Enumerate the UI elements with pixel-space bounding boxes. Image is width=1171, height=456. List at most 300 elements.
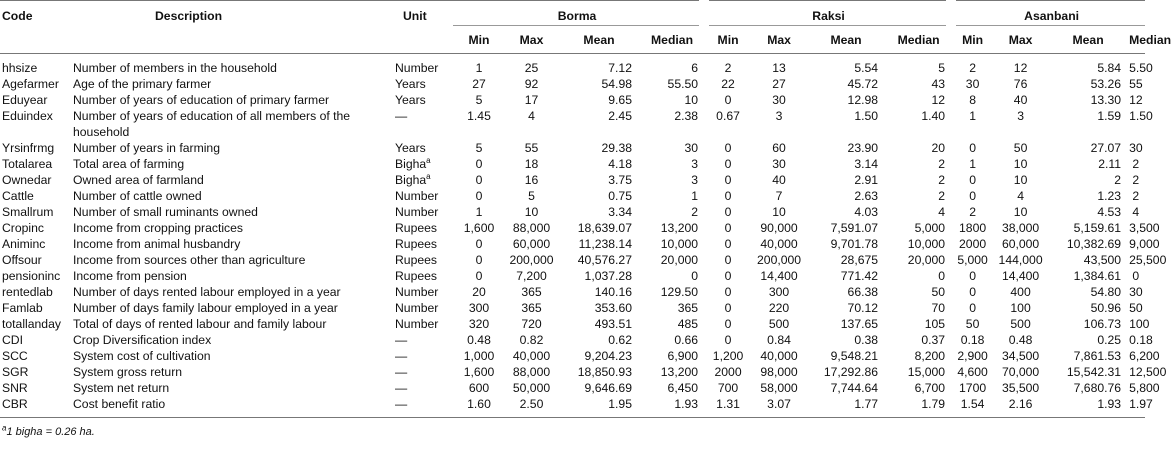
cell-borma-min: 0	[475, 173, 483, 187]
cell-unit-text: Bigha	[395, 157, 427, 171]
header-description: Description	[155, 9, 223, 23]
cell-borma-min: 0	[475, 269, 483, 283]
cell-borma-mean: 7.12	[608, 61, 632, 75]
cell-raksi-min: 0	[724, 301, 732, 315]
cell-raksi-mean: 137.65	[840, 317, 879, 331]
cell-raksi-mean: 2.63	[854, 189, 879, 203]
cell-borma-mean: 1,037.28	[584, 269, 632, 283]
cell-asanbani-max: 40	[1013, 93, 1028, 107]
cell-raksi-min: 0	[724, 173, 732, 187]
cell-asanbani-min: 1	[969, 157, 976, 171]
cell-raksi-mean: 7,591.07	[830, 221, 879, 235]
cell-code: SGR	[2, 365, 29, 379]
cell-unit-text: Years	[395, 141, 426, 155]
cell-raksi-min: 1.31	[716, 397, 740, 411]
cell-raksi-mean: 66.38	[847, 285, 879, 299]
cell-raksi-median: 20	[931, 141, 946, 155]
cell-borma-median: 3	[691, 157, 699, 171]
cell-asanbani-mean: 7,861.53	[1073, 349, 1122, 363]
cell-description: System net return	[73, 381, 170, 395]
table-row	[0, 204, 1145, 220]
cell-description: System gross return	[73, 365, 183, 379]
cell-code: Ownedar	[2, 173, 52, 187]
cell-description: Income from pension	[73, 269, 187, 283]
cell-borma-mean: 493.51	[594, 317, 632, 331]
cell-borma-median: 0.66	[674, 333, 699, 347]
cell-asanbani-mean: 1.93	[1097, 397, 1122, 411]
cell-raksi-median: 0	[938, 269, 946, 283]
cell-raksi-min: 0	[724, 93, 732, 107]
cell-code: CDI	[2, 333, 23, 347]
cell-unit-text: Number	[395, 285, 439, 299]
cell-code: Eduindex	[2, 109, 53, 123]
cell-asanbani-min: 1700	[959, 381, 987, 395]
cell-borma-median: 3	[691, 173, 699, 187]
cell-raksi-max: 98,000	[760, 365, 798, 379]
cell-unit	[393, 268, 453, 284]
cell-asanbani-mean: 53.26	[1090, 77, 1122, 91]
cell-description: Number of cattle owned	[73, 189, 202, 203]
cell-borma-mean: 18,639.07	[577, 221, 632, 235]
cell-unit	[393, 316, 453, 332]
cell-borma-mean: 1.95	[608, 397, 632, 411]
cell-borma-mean: 9.65	[608, 93, 632, 107]
cell-borma-min: 5	[475, 93, 483, 107]
cell-borma-max: 60,000	[512, 237, 551, 251]
header-code: Code	[2, 9, 33, 23]
cell-asanbani-mean: 43,500	[1083, 253, 1122, 267]
cell-asanbani-mean: 15,542.31	[1066, 365, 1122, 379]
cell-asanbani-max: 14,400	[1001, 269, 1040, 283]
cell-raksi-mean: 70.12	[847, 301, 879, 315]
cell-raksi-median: 0.37	[921, 333, 946, 347]
cell-unit-text: Number	[395, 205, 439, 219]
cell-raksi-mean: 2.91	[854, 173, 879, 187]
cell-unit	[393, 188, 453, 204]
cell-borma-max: 4	[528, 109, 535, 123]
cell-borma-median: 365	[677, 301, 699, 315]
cell-borma-mean: 140.16	[594, 285, 632, 299]
table-row	[0, 108, 1145, 140]
table-row	[0, 380, 1145, 396]
cell-asanbani-max: 34,500	[1001, 349, 1040, 363]
cell-asanbani-max: 10	[1013, 173, 1028, 187]
cell-borma-max: 365	[521, 301, 542, 315]
header-borma-median: Median	[651, 33, 694, 47]
cell-asanbani-mean: 106.73	[1083, 317, 1122, 331]
cell-borma-min: 0	[475, 189, 483, 203]
cell-borma-max: 40,000	[512, 349, 551, 363]
cell-unit-text: —	[395, 109, 408, 123]
cell-code: Offsour	[2, 253, 42, 267]
cell-asanbani-median: 100	[1129, 317, 1150, 331]
cell-asanbani-min: 0	[969, 269, 976, 283]
cell-borma-mean: 9,646.69	[584, 381, 632, 395]
cell-raksi-min: 2000	[714, 365, 742, 379]
cell-raksi-median: 50	[931, 285, 946, 299]
cell-unit	[393, 380, 453, 396]
cell-asanbani-median: 2	[1132, 173, 1140, 187]
cell-borma-median: 13,200	[660, 365, 699, 379]
footnote-text: 1 bigha = 0.26 ha.	[6, 426, 95, 438]
cell-description: Number of years of education of all members of the household	[73, 109, 351, 139]
cell-borma-max: 18	[524, 157, 539, 171]
cell-unit-text: —	[395, 333, 408, 347]
cell-description: Crop Diversification index	[73, 333, 212, 347]
cell-raksi-mean: 771.42	[840, 269, 879, 283]
cell-borma-median: 485	[677, 317, 699, 331]
cell-asanbani-median: 55	[1129, 77, 1143, 91]
cell-borma-min: 1,600	[463, 365, 495, 379]
cell-borma-median: 2	[691, 205, 699, 219]
cell-borma-median: 55.50	[667, 77, 699, 91]
cell-raksi-max: 40,000	[760, 349, 798, 363]
cell-borma-median: 10	[684, 93, 699, 107]
cell-unit	[393, 204, 453, 220]
header-raksi-min: Min	[717, 33, 739, 47]
cell-raksi-median: 8,200	[914, 349, 946, 363]
table-row	[0, 172, 1145, 188]
cell-unit	[393, 300, 453, 316]
cell-unit	[393, 54, 453, 77]
cell-unit-text: —	[395, 381, 408, 395]
table-row	[0, 92, 1145, 108]
table-row	[0, 284, 1145, 300]
cell-asanbani-min: 0	[969, 285, 976, 299]
cell-borma-min: 1	[475, 61, 483, 75]
cell-borma-max: 720	[521, 317, 542, 331]
header-raksi-median: Median	[897, 33, 940, 47]
cell-raksi-max: 58,000	[760, 381, 798, 395]
cell-unit	[393, 156, 453, 172]
cell-asanbani-min: 0	[969, 173, 976, 187]
cell-unit	[393, 364, 453, 380]
cell-raksi-max: 220	[768, 301, 790, 315]
cell-raksi-mean: 1.77	[854, 397, 879, 411]
cell-code: Animinc	[2, 237, 46, 251]
cell-borma-max: 10	[524, 205, 539, 219]
cell-asanbani-max: 3	[1017, 109, 1024, 123]
cell-borma-max: 365	[521, 285, 542, 299]
cell-borma-mean: 29.38	[601, 141, 632, 155]
cell-asanbani-median: 5,800	[1129, 381, 1160, 395]
table-row	[0, 236, 1145, 252]
cell-borma-mean: 11,238.14	[578, 237, 632, 251]
cell-raksi-mean: 3.14	[854, 157, 879, 171]
footnote	[0, 418, 1145, 438]
cell-raksi-min: 0	[724, 205, 732, 219]
cell-asanbani-mean: 10,382.69	[1066, 237, 1122, 251]
cell-borma-median: 6,450	[667, 381, 699, 395]
cell-description: Age of the primary farmer	[73, 77, 212, 91]
cell-borma-max: 0.82	[519, 333, 544, 347]
cell-asanbani-max: 10	[1013, 157, 1028, 171]
cell-raksi-median: 43	[931, 77, 946, 91]
cell-raksi-mean: 28,675	[840, 253, 879, 267]
cell-borma-median: 2.38	[674, 109, 699, 123]
cell-code: rentedlab	[2, 285, 53, 299]
table-row	[0, 300, 1145, 316]
cell-borma-max: 5	[528, 189, 535, 203]
cell-code: Agefarmer	[2, 77, 59, 91]
cell-raksi-max: 40,000	[760, 237, 798, 251]
cell-asanbani-mean: 1.59	[1097, 109, 1122, 123]
cell-raksi-max: 40	[772, 173, 786, 187]
cell-asanbani-mean: 50.96	[1090, 301, 1122, 315]
header-asanbani-mean: Mean	[1072, 33, 1104, 47]
cell-borma-min: 300	[468, 301, 490, 315]
cell-asanbani-max: 35,500	[1001, 381, 1040, 395]
header-asanbani-max: Max	[1008, 33, 1033, 47]
header-group-borma: Borma	[453, 1, 704, 26]
cell-code: Famlab	[2, 301, 43, 315]
cell-raksi-min: 22	[721, 77, 735, 91]
table-body	[0, 54, 1167, 418]
cell-asanbani-mean: 2.11	[1098, 157, 1122, 171]
cell-borma-mean: 3.34	[608, 205, 632, 219]
cell-borma-min: 1	[475, 205, 483, 219]
cell-asanbani-mean: 54.80	[1090, 285, 1122, 299]
cell-raksi-median: 2	[938, 157, 946, 171]
cell-asanbani-min: 50	[965, 317, 980, 331]
cell-borma-max: 200,000	[509, 253, 554, 267]
cell-raksi-max: 3	[775, 109, 783, 123]
cell-asanbani-min: 0.18	[960, 333, 985, 347]
cell-unit-text: Number	[395, 317, 439, 331]
table-row	[0, 364, 1145, 380]
table-row	[0, 268, 1145, 284]
cell-raksi-median: 2	[938, 173, 946, 187]
cell-code: totallanday	[2, 317, 61, 331]
cell-unit	[393, 332, 453, 348]
cell-unit	[393, 140, 453, 156]
cell-raksi-mean: 17,292.86	[823, 365, 879, 379]
header-raksi-max: Max	[767, 33, 791, 47]
cell-raksi-mean: 5.54	[854, 61, 879, 75]
table-row	[0, 220, 1145, 236]
cell-asanbani-min: 2,900	[957, 349, 988, 363]
cell-asanbani-mean: 0.25	[1097, 333, 1122, 347]
cell-code: CBR	[2, 397, 28, 411]
table-row	[0, 54, 1145, 77]
cell-raksi-min: 0	[724, 237, 732, 251]
cell-asanbani-median: 9,000	[1129, 237, 1160, 251]
cell-description: Number of years of education of primary farmer	[73, 93, 330, 107]
header-raksi-mean: Mean	[830, 33, 862, 47]
footnote-marker: a	[2, 423, 7, 433]
cell-description: Cost benefit ratio	[73, 397, 166, 411]
cell-asanbani-median: 12	[1129, 93, 1143, 107]
cell-raksi-min: 0	[724, 253, 732, 267]
cell-raksi-min: 0	[724, 285, 732, 299]
cell-asanbani-min: 1800	[959, 221, 987, 235]
cell-unit	[393, 236, 453, 252]
cell-asanbani-median: 4	[1132, 205, 1140, 219]
header-unit: Unit	[403, 9, 427, 23]
cell-raksi-min: 0	[724, 157, 732, 171]
cell-raksi-median: 105	[924, 317, 946, 331]
cell-description: Number of years in farming	[73, 141, 220, 155]
cell-borma-mean: 2.45	[608, 109, 632, 123]
cell-asanbani-mean: 13.30	[1090, 93, 1122, 107]
cell-raksi-mean: 45.72	[847, 77, 879, 91]
cell-asanbani-min: 5,000	[957, 253, 988, 267]
cell-borma-median: 10,000	[660, 237, 699, 251]
cell-unit	[393, 252, 453, 268]
cell-asanbani-median: 3,500	[1129, 221, 1160, 235]
cell-asanbani-max: 500	[1010, 317, 1031, 331]
cell-borma-median: 1.93	[674, 397, 699, 411]
cell-asanbani-max: 10	[1013, 205, 1028, 219]
cell-raksi-min: 0	[724, 221, 732, 235]
cell-raksi-max: 300	[768, 285, 790, 299]
cell-raksi-median: 70	[931, 301, 946, 315]
cell-asanbani-min: 2000	[959, 237, 987, 251]
cell-unit	[393, 172, 453, 188]
cell-raksi-max: 30	[772, 157, 786, 171]
cell-unit-text: Rupees	[395, 253, 438, 267]
table-row	[0, 140, 1145, 156]
cell-raksi-median: 5	[938, 61, 946, 75]
cell-code: Smallrum	[2, 205, 54, 219]
cell-code: SCC	[2, 349, 28, 363]
table-row	[0, 316, 1145, 332]
cell-raksi-max: 90,000	[760, 221, 798, 235]
cell-asanbani-max: 38,000	[1001, 221, 1040, 235]
cell-raksi-min: 0	[724, 269, 732, 283]
cell-unit-text: Number	[395, 301, 439, 315]
cell-borma-mean: 9,204.23	[584, 349, 632, 363]
cell-borma-min: 1,000	[463, 349, 495, 363]
cell-asanbani-min: 4,600	[957, 365, 988, 379]
cell-asanbani-median: 1.97	[1129, 397, 1153, 411]
cell-borma-min: 20	[472, 285, 486, 299]
cell-description: Income from cropping practices	[73, 221, 244, 235]
header-asanbani-min: Min	[962, 33, 984, 47]
cell-borma-median: 30	[684, 141, 699, 155]
cell-code: Cropinc	[2, 221, 44, 235]
cell-raksi-mean: 7,744.64	[830, 381, 879, 395]
cell-raksi-median: 12	[931, 93, 946, 107]
cell-asanbani-mean: 1.23	[1097, 189, 1122, 203]
cell-raksi-median: 6,700	[914, 381, 946, 395]
cell-asanbani-median: 6,200	[1129, 349, 1160, 363]
cell-unit-text: Number	[395, 61, 439, 75]
cell-asanbani-min: 30	[965, 77, 980, 91]
cell-asanbani-median: 0.18	[1129, 333, 1153, 347]
cell-asanbani-median: 30	[1129, 285, 1143, 299]
header-borma-min: Min	[468, 33, 490, 47]
table-row	[0, 188, 1145, 204]
cell-asanbani-mean: 5.84	[1097, 61, 1122, 75]
cell-asanbani-max: 2.16	[1008, 397, 1033, 411]
cell-raksi-median: 10,000	[907, 237, 946, 251]
table-row	[0, 348, 1145, 364]
cell-asanbani-median: 50	[1129, 301, 1143, 315]
cell-code: SNR	[2, 381, 28, 395]
cell-asanbani-median: 2	[1132, 157, 1140, 171]
cell-unit	[393, 108, 453, 140]
cell-asanbani-max: 76	[1013, 77, 1028, 91]
cell-unit	[393, 92, 453, 108]
cell-unit-text: Rupees	[395, 221, 438, 235]
cell-raksi-max: 10	[772, 205, 786, 219]
cell-borma-mean: 4.18	[608, 157, 632, 171]
cell-asanbani-min: 0	[969, 141, 976, 155]
cell-code: Cattle	[2, 189, 34, 203]
cell-borma-min: 0	[475, 237, 483, 251]
cell-raksi-min: 1,200	[712, 349, 744, 363]
cell-asanbani-min: 1.54	[960, 397, 985, 411]
cell-raksi-max: 7	[775, 189, 783, 203]
cell-borma-median: 0	[691, 269, 699, 283]
cell-unit-text: Bigha	[395, 173, 427, 187]
cell-borma-min: 27	[472, 77, 486, 91]
cell-raksi-max: 3.07	[767, 397, 791, 411]
cell-description: System cost of cultivation	[73, 349, 211, 363]
cell-asanbani-max: 70,000	[1001, 365, 1040, 379]
cell-asanbani-median: 30	[1129, 141, 1143, 155]
cell-raksi-median: 15,000	[907, 365, 946, 379]
cell-description: Number of members in the household	[73, 61, 277, 75]
cell-borma-median: 20,000	[660, 253, 699, 267]
cell-borma-max: 2.50	[519, 397, 544, 411]
cell-asanbani-mean: 7,680.76	[1073, 381, 1122, 395]
cell-raksi-mean: 23.90	[847, 141, 879, 155]
cell-asanbani-mean: 1,384.61	[1073, 269, 1122, 283]
cell-borma-min: 600	[468, 381, 490, 395]
cell-borma-max: 17	[524, 93, 539, 107]
cell-borma-max: 7,200	[516, 269, 547, 283]
cell-raksi-mean: 1.50	[854, 109, 879, 123]
cell-borma-max: 55	[524, 141, 539, 155]
cell-borma-min: 320	[468, 317, 490, 331]
cell-asanbani-median: 1.50	[1129, 109, 1153, 123]
cell-asanbani-median: 2	[1132, 189, 1140, 203]
cell-unit-text: —	[395, 397, 408, 411]
table-row	[0, 156, 1145, 172]
cell-asanbani-median: 5.50	[1129, 61, 1153, 75]
cell-description: Total of days of rented labour and family labour	[73, 317, 327, 331]
header-group-raksi: Raksi	[704, 1, 951, 26]
cell-asanbani-min: 0	[969, 301, 976, 315]
cell-asanbani-min: 0	[969, 189, 976, 203]
cell-asanbani-median: 0	[1132, 269, 1140, 283]
cell-raksi-max: 0.84	[767, 333, 791, 347]
cell-borma-median: 6,900	[667, 349, 699, 363]
cell-borma-median: 13,200	[660, 221, 699, 235]
cell-asanbani-min: 1	[969, 109, 976, 123]
cell-raksi-max: 60	[772, 141, 786, 155]
cell-asanbani-max: 400	[1010, 285, 1031, 299]
cell-borma-min: 5	[475, 141, 483, 155]
cell-borma-min: 1.45	[467, 109, 491, 123]
cell-description: Owned area of farmland	[73, 173, 204, 187]
table-row	[0, 76, 1145, 92]
cell-asanbani-max: 12	[1013, 61, 1028, 75]
cell-raksi-mean: 4.03	[854, 205, 879, 219]
cell-borma-max: 25	[524, 61, 539, 75]
cell-description: Number of days rented labour employed in a year	[73, 285, 341, 299]
cell-borma-min: 1.60	[467, 397, 491, 411]
cell-description: Income from sources other than agriculture	[73, 253, 306, 267]
cell-raksi-median: 20,000	[907, 253, 946, 267]
cell-asanbani-min: 2	[969, 61, 976, 75]
cell-asanbani-median: 12,500	[1129, 365, 1167, 379]
cell-unit-text: Years	[395, 77, 426, 91]
cell-borma-mean: 353.60	[594, 301, 632, 315]
cell-borma-min: 0.48	[467, 333, 491, 347]
